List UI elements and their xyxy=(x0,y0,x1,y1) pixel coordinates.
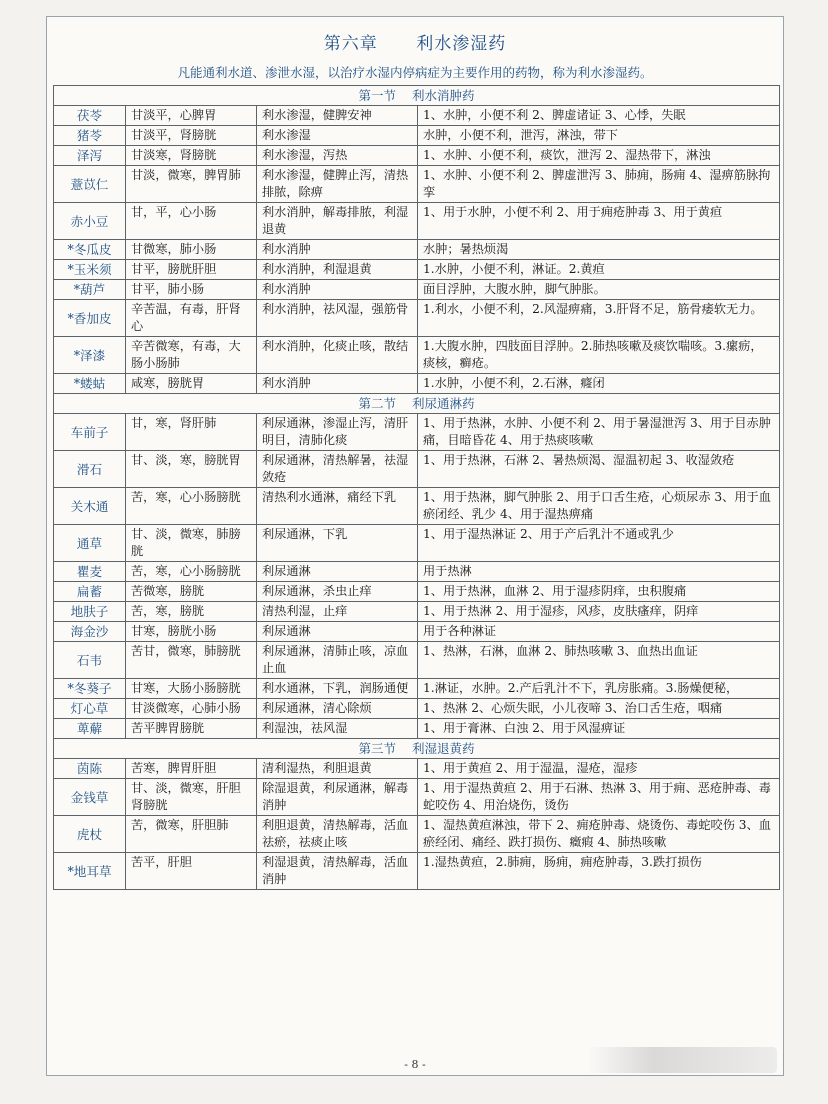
herb-nature-cell: 甘淡寒，肾膀胱 xyxy=(126,146,257,166)
table-row xyxy=(54,582,780,602)
section-title xyxy=(54,394,780,414)
herb-nature-cell: 甘寒，大肠小肠膀胱 xyxy=(126,679,257,699)
table-row xyxy=(54,203,780,240)
herb-nature-cell: 甘寒，膀胱小肠 xyxy=(126,622,257,642)
herb-usage-cell: 1、用于热淋，脚气肿胀 2、用于口舌生疮，心烦尿赤 3、用于血瘀闭经、乳少 4、用于湿热痹痛 xyxy=(418,488,780,525)
herb-usage-cell: 1、用于热淋，血淋 2、用于湿疹阴痒，虫积腹痛 xyxy=(418,582,780,602)
herb-nature-cell: 甘淡平，肾膀胱 xyxy=(126,126,257,146)
chapter-name: 利水渗湿药 xyxy=(416,34,507,54)
herb-name-cell: 薏苡仁 xyxy=(54,166,126,203)
herb-usage-cell: 水肿；暑热烦渴 xyxy=(418,240,780,260)
herb-usage-cell: 1、用于水肿，小便不利 2、用于痈疮肿毒 3、用于黄疸 xyxy=(418,203,780,240)
herb-usage-cell: 1、水肿、小便不利 2、脾虚泄泻 3、肺痈，肠痈 4、湿痹筋脉拘挛 xyxy=(418,166,780,203)
table-row xyxy=(54,280,780,300)
table-row xyxy=(54,106,780,126)
section-name: 利湿退黄药 xyxy=(411,741,475,756)
herb-effect-cell: 利水消肿 xyxy=(257,374,418,394)
herb-name-cell: 金钱草 xyxy=(54,779,126,816)
herb-usage-cell: 1、湿热黄疸淋浊，带下 2、痈疮肿毒、烧烫伤、毒蛇咬伤 3、血瘀经闭、痛经、跌打损伤、癥瘕 4、肺热咳嗽 xyxy=(418,816,780,853)
herb-table xyxy=(53,85,780,890)
section-header xyxy=(54,86,780,106)
herb-usage-cell: 1.湿热黄疸，2.肺痈，肠痈，痈疮肿毒，3.跌打损伤 xyxy=(418,853,780,890)
herb-usage-cell: 1、用于热淋 2、用于湿疹，风疹，皮肤瘙痒，阴痒 xyxy=(418,602,780,622)
table-row xyxy=(54,126,780,146)
table-row xyxy=(54,642,780,679)
section-header xyxy=(54,394,780,414)
table-row xyxy=(54,816,780,853)
document-page xyxy=(46,16,784,1076)
table-row xyxy=(54,525,780,562)
herb-nature-cell: 甘，寒，肾肝肺 xyxy=(126,414,257,451)
herb-name-cell: 赤小豆 xyxy=(54,203,126,240)
herb-nature-cell: 辛苦微寒，有毒，大肠小肠肺 xyxy=(126,337,257,374)
herb-name-cell: 猪苓 xyxy=(54,126,126,146)
herb-nature-cell: 苦，寒，心小肠膀胱 xyxy=(126,488,257,525)
herb-effect-cell: 利水消肿，利湿退黄 xyxy=(257,260,418,280)
section-number: 第三节 xyxy=(358,741,397,756)
herb-nature-cell: 甘平，膀胱肝胆 xyxy=(126,260,257,280)
herb-nature-cell: 辛苦温，有毒，肝肾心 xyxy=(126,300,257,337)
herb-effect-cell: 利尿通淋，杀虫止痒 xyxy=(257,582,418,602)
herb-effect-cell: 利水消肿 xyxy=(257,280,418,300)
herb-effect-cell: 利尿通淋，清心除烦 xyxy=(257,699,418,719)
herb-nature-cell: 甘、淡，微寒，肺膀胱 xyxy=(126,525,257,562)
table-row xyxy=(54,779,780,816)
herb-nature-cell: 甘淡，微寒，脾胃肺 xyxy=(126,166,257,203)
herb-name-cell: 灯心草 xyxy=(54,699,126,719)
herb-effect-cell: 利水消肿，祛风湿，强筋骨 xyxy=(257,300,418,337)
table-row xyxy=(54,374,780,394)
watermark-overlay xyxy=(587,1047,777,1073)
section-title xyxy=(54,86,780,106)
herb-usage-cell: 1、用于湿热淋证 2、用于产后乳汁不通或乳少 xyxy=(418,525,780,562)
section-number: 第二节 xyxy=(358,396,397,411)
herb-nature-cell: 苦，寒，膀胱 xyxy=(126,602,257,622)
herb-effect-cell: 利水渗湿，泻热 xyxy=(257,146,418,166)
herb-effect-cell: 清利湿热，利胆退黄 xyxy=(257,759,418,779)
herb-usage-cell: 1、用于热淋，石淋 2、暑热烦渴、湿温初起 3、收湿敛疮 xyxy=(418,451,780,488)
herb-nature-cell: 苦，微寒，肝胆肺 xyxy=(126,816,257,853)
table-row xyxy=(54,337,780,374)
section-name: 利尿通淋药 xyxy=(411,396,475,411)
herb-effect-cell: 利尿通淋，清热解暑，祛湿敛疮 xyxy=(257,451,418,488)
herb-usage-cell: 1.淋证，水肿。2.产后乳汁不下，乳房胀痛。3.肠燥便秘， xyxy=(418,679,780,699)
herb-usage-cell: 1、水肿，小便不利 2、脾虚诸证 3、心悸，失眠 xyxy=(418,106,780,126)
herb-usage-cell: 面目浮肿，大腹水肿，脚气肿胀。 xyxy=(418,280,780,300)
herb-nature-cell: 苦，寒，心小肠膀胱 xyxy=(126,562,257,582)
herb-name-cell: 萆薢 xyxy=(54,719,126,739)
herb-name-cell: 瞿麦 xyxy=(54,562,126,582)
herb-nature-cell: 苦平，肝胆 xyxy=(126,853,257,890)
herb-name-cell: 扁蓄 xyxy=(54,582,126,602)
herb-usage-cell: 1、热淋，石淋，血淋 2、肺热咳嗽 3、血热出血证 xyxy=(418,642,780,679)
herb-effect-cell: 利湿浊，祛风湿 xyxy=(257,719,418,739)
herb-usage-cell: 1.水肿，小便不利，淋证。2.黄疸 xyxy=(418,260,780,280)
table-row xyxy=(54,699,780,719)
herb-name-cell: 虎杖 xyxy=(54,816,126,853)
herb-effect-cell: 利尿通淋 xyxy=(257,562,418,582)
herb-effect-cell: 利水消肿 xyxy=(257,240,418,260)
chapter-title xyxy=(47,29,783,54)
herb-nature-cell: 咸寒，膀胱胃 xyxy=(126,374,257,394)
table-row xyxy=(54,488,780,525)
table-row xyxy=(54,602,780,622)
herb-name-cell: 泽泻 xyxy=(54,146,126,166)
table-row xyxy=(54,759,780,779)
herb-name-cell: *玉米须 xyxy=(54,260,126,280)
herb-nature-cell: 甘微寒，肺小肠 xyxy=(126,240,257,260)
table-row xyxy=(54,853,780,890)
herb-effect-cell: 利水消肿，化痰止咳，散结 xyxy=(257,337,418,374)
herb-effect-cell: 利尿通淋，下乳 xyxy=(257,525,418,562)
herb-nature-cell: 甘、淡，微寒，肝胆肾膀胱 xyxy=(126,779,257,816)
herb-name-cell: 通草 xyxy=(54,525,126,562)
herb-usage-cell: 1、热淋 2、心烦失眠，小儿夜啼 3、治口舌生疮，咽痛 xyxy=(418,699,780,719)
herb-effect-cell: 利水渗湿，健脾安神 xyxy=(257,106,418,126)
herb-name-cell: 石韦 xyxy=(54,642,126,679)
table-row xyxy=(54,679,780,699)
herb-effect-cell: 除湿退黄，利尿通淋，解毒消肿 xyxy=(257,779,418,816)
herb-nature-cell: 苦平脾胃膀胱 xyxy=(126,719,257,739)
table-row xyxy=(54,146,780,166)
herb-effect-cell: 利尿通淋，清肺止咳，凉血止血 xyxy=(257,642,418,679)
herb-name-cell: *蝼蛄 xyxy=(54,374,126,394)
chapter-intro: 凡能通利水道、渗泄水湿，以治疗水湿内停病症为主要作用的药物，称为利水渗湿药。 xyxy=(177,65,653,80)
herb-usage-cell: 1、用于膏淋、白浊 2、用于风湿痹证 xyxy=(418,719,780,739)
herb-name-cell: 茯苓 xyxy=(54,106,126,126)
table-row xyxy=(54,260,780,280)
herb-effect-cell: 利胆退黄，清热解毒，活血祛瘀，祛痰止咳 xyxy=(257,816,418,853)
herb-name-cell: 滑石 xyxy=(54,451,126,488)
herb-nature-cell: 甘平，肺小肠 xyxy=(126,280,257,300)
herb-usage-cell: 1、用于热淋，水肿、小便不利 2、用于暑湿泄泻 3、用于目赤肿痛，目暗昏花 4、用于热痰咳嗽 xyxy=(418,414,780,451)
herb-name-cell: 海金沙 xyxy=(54,622,126,642)
herb-nature-cell: 苦寒，脾胃肝胆 xyxy=(126,759,257,779)
table-row xyxy=(54,240,780,260)
herb-nature-cell: 甘淡平，心脾胃 xyxy=(126,106,257,126)
section-number: 第一节 xyxy=(358,88,397,103)
herb-effect-cell: 清热利湿，止痒 xyxy=(257,602,418,622)
table-row xyxy=(54,562,780,582)
table-row xyxy=(54,719,780,739)
herb-effect-cell: 利尿通淋，渗湿止泻，清肝明目，清肺化痰 xyxy=(257,414,418,451)
herb-name-cell: 关木通 xyxy=(54,488,126,525)
herb-nature-cell: 甘、淡，寒，膀胱胃 xyxy=(126,451,257,488)
herb-name-cell: *香加皮 xyxy=(54,300,126,337)
herb-effect-cell: 利水渗湿 xyxy=(257,126,418,146)
table-row xyxy=(54,300,780,337)
herb-usage-cell: 用于热淋 xyxy=(418,562,780,582)
table-row xyxy=(54,414,780,451)
herb-name-cell: *冬瓜皮 xyxy=(54,240,126,260)
table-row xyxy=(54,451,780,488)
herb-usage-cell: 1.水肿，小便不利，2.石淋，癃闭 xyxy=(418,374,780,394)
herb-effect-cell: 利水通淋，下乳，润肠通便 xyxy=(257,679,418,699)
table-row xyxy=(54,622,780,642)
herb-nature-cell: 苦微寒，膀胱 xyxy=(126,582,257,602)
section-name: 利水消肿药 xyxy=(411,88,475,103)
section-header xyxy=(54,739,780,759)
herb-effect-cell: 清热利水通淋，痛经下乳 xyxy=(257,488,418,525)
chapter-number: 第六章 xyxy=(323,34,378,54)
herb-name-cell: *地耳草 xyxy=(54,853,126,890)
herb-effect-cell: 利水渗湿，健脾止泻，清热排脓，除痹 xyxy=(257,166,418,203)
herb-usage-cell: 1.利水，小便不利，2.风湿痹痛，3.肝肾不足，筋骨痿软无力。 xyxy=(418,300,780,337)
herb-name-cell: *冬葵子 xyxy=(54,679,126,699)
page-number: - 8 - xyxy=(404,1058,426,1071)
herb-usage-cell: 1、用于黄疸 2、用于湿温，湿疮，湿疹 xyxy=(418,759,780,779)
herb-usage-cell: 用于各种淋证 xyxy=(418,622,780,642)
herb-name-cell: 茵陈 xyxy=(54,759,126,779)
herb-nature-cell: 甘淡微寒，心肺小肠 xyxy=(126,699,257,719)
herb-usage-cell: 1.大腹水肿，四肢面目浮肿。2.肺热咳嗽及痰饮喘咳。3.瘰疬，痰核，癣疮。 xyxy=(418,337,780,374)
herb-usage-cell: 水肿，小便不利，泄泻，淋浊，带下 xyxy=(418,126,780,146)
herb-name-cell: 地肤子 xyxy=(54,602,126,622)
herb-effect-cell: 利水消肿，解毒排脓，利湿退黄 xyxy=(257,203,418,240)
herb-effect-cell: 利湿退黄，清热解毒，活血消肿 xyxy=(257,853,418,890)
herb-usage-cell: 1、用于湿热黄疸 2、用于石淋、热淋 3、用于痈、恶疮肿毒、毒蛇咬伤 4、用治烧伤，烫伤 xyxy=(418,779,780,816)
herb-name-cell: 车前子 xyxy=(54,414,126,451)
herb-effect-cell: 利尿通淋 xyxy=(257,622,418,642)
herb-name-cell: *葫芦 xyxy=(54,280,126,300)
herb-nature-cell: 苦甘，微寒，肺膀胱 xyxy=(126,642,257,679)
herb-usage-cell: 1、水肿、小便不利，痰饮，泄泻 2、湿热带下，淋浊 xyxy=(418,146,780,166)
herb-nature-cell: 甘，平，心小肠 xyxy=(126,203,257,240)
table-row xyxy=(54,166,780,203)
section-title xyxy=(54,739,780,759)
herb-name-cell: *泽漆 xyxy=(54,337,126,374)
